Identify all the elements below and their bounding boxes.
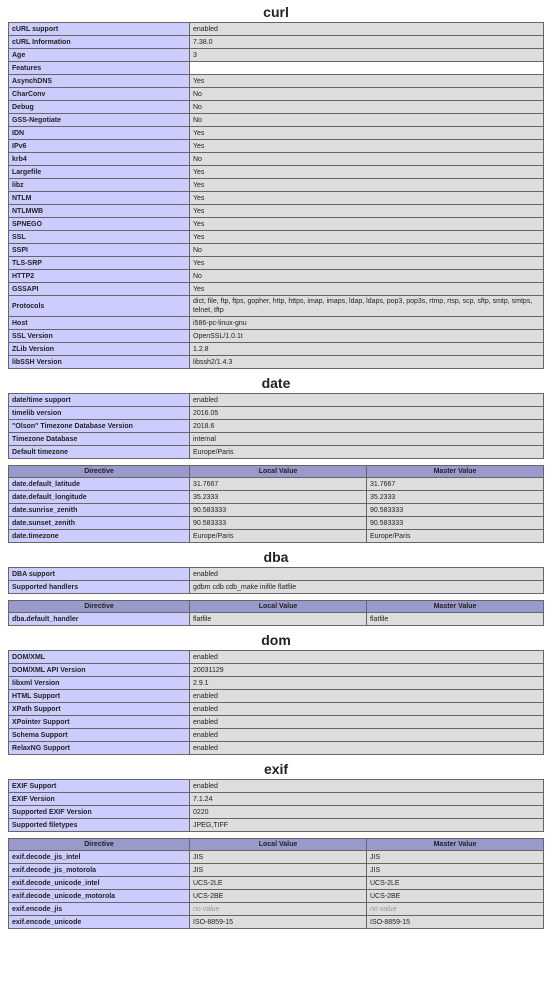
table-row: [9, 127, 544, 140]
row-label: cURL Information: [9, 36, 190, 49]
local-value: 90.583333: [190, 517, 367, 530]
master-value: JIS: [367, 864, 544, 877]
table-row: [9, 88, 544, 101]
table-row: [9, 703, 544, 716]
master-value: ISO-8859-15: [367, 916, 544, 929]
row-label: Default timezone: [9, 446, 190, 459]
table-row: [9, 23, 544, 36]
dba-info-table: [8, 567, 544, 594]
row-label: date.default_longitude: [9, 491, 190, 504]
row-label: exif.decode_unicode_motorola: [9, 890, 190, 903]
row-label: date.timezone: [9, 530, 190, 543]
master-value: 31.7667: [367, 478, 544, 491]
table-row: [9, 517, 544, 530]
row-value: 7.1.24: [190, 793, 544, 806]
row-label: timelib version: [9, 407, 190, 420]
table-row: [9, 677, 544, 690]
row-label: libxml Version: [9, 677, 190, 690]
row-label: exif.decode_jis_intel: [9, 851, 190, 864]
master-value: flatfile: [367, 613, 544, 626]
section-title-dom: dom: [261, 632, 291, 648]
table-row: [9, 446, 544, 459]
local-value: 31.7667: [190, 478, 367, 491]
column-header: Local Value: [190, 839, 367, 851]
table-row: [9, 851, 544, 864]
row-value: 7.38.0: [190, 36, 544, 49]
row-value: enabled: [190, 690, 544, 703]
local-value: UCS-2BE: [190, 890, 367, 903]
master-value: 35.2333: [367, 491, 544, 504]
row-value: No: [190, 153, 544, 166]
row-value: No: [190, 244, 544, 257]
date-directive-table: [8, 465, 544, 543]
row-value: gdbm cdb cdb_make inifile flatfile: [190, 581, 544, 594]
table-row: [9, 651, 544, 664]
row-value: enabled: [190, 703, 544, 716]
row-value: OpenSSL/1.0.1t: [190, 330, 544, 343]
table-header-row: [9, 601, 544, 613]
row-value: enabled: [190, 23, 544, 36]
row-label: date.sunset_zenith: [9, 517, 190, 530]
local-value: ISO-8859-15: [190, 916, 367, 929]
row-label: date/time support: [9, 394, 190, 407]
row-label: Schema Support: [9, 729, 190, 742]
row-value: Yes: [190, 231, 544, 244]
table-row: [9, 530, 544, 543]
master-value: UCS-2BE: [367, 890, 544, 903]
row-label: RelaxNG Support: [9, 742, 190, 755]
row-value: 3: [190, 49, 544, 62]
row-label: DOM/XML: [9, 651, 190, 664]
row-value: 1.2.8: [190, 343, 544, 356]
table-row: [9, 613, 544, 626]
row-value: libssh2/1.4.3: [190, 356, 544, 369]
row-label: Features: [9, 62, 190, 75]
local-value: UCS-2LE: [190, 877, 367, 890]
master-value: JIS: [367, 851, 544, 864]
row-value: enabled: [190, 716, 544, 729]
local-value: JIS: [190, 864, 367, 877]
table-row: [9, 270, 544, 283]
column-header: Directive: [9, 601, 190, 613]
row-value: No: [190, 270, 544, 283]
column-header: Master Value: [367, 466, 544, 478]
row-label: dba.default_handler: [9, 613, 190, 626]
row-value: Yes: [190, 218, 544, 231]
section-title-curl: curl: [263, 4, 289, 20]
table-header-row: [9, 839, 544, 851]
column-header: Master Value: [367, 839, 544, 851]
table-row: [9, 114, 544, 127]
table-row: [9, 504, 544, 517]
table-row: [9, 153, 544, 166]
row-label: EXIF Version: [9, 793, 190, 806]
row-label: exif.encode_unicode: [9, 916, 190, 929]
row-label: DBA support: [9, 568, 190, 581]
table-row: [9, 296, 544, 317]
exif-directive-table: [8, 838, 544, 929]
row-label: exif.decode_jis_motorola: [9, 864, 190, 877]
table-row: [9, 433, 544, 446]
row-label: Supported handlers: [9, 581, 190, 594]
master-value: 90.583333: [367, 504, 544, 517]
row-value: [190, 62, 544, 75]
column-header: Master Value: [367, 601, 544, 613]
row-label: XPath Support: [9, 703, 190, 716]
table-row: [9, 742, 544, 755]
table-row: [9, 356, 544, 369]
table-row: [9, 166, 544, 179]
row-label: IPv6: [9, 140, 190, 153]
column-header: Local Value: [190, 601, 367, 613]
table-row: [9, 581, 544, 594]
table-row: [9, 478, 544, 491]
row-label: exif.encode_jis: [9, 903, 190, 916]
row-label: exif.decode_unicode_intel: [9, 877, 190, 890]
row-label: date.sunrise_zenith: [9, 504, 190, 517]
table-row: [9, 568, 544, 581]
row-label: AsynchDNS: [9, 75, 190, 88]
row-label: TLS-SRP: [9, 257, 190, 270]
row-label: GSS-Negotiate: [9, 114, 190, 127]
table-row: [9, 491, 544, 504]
row-label: date.default_latitude: [9, 478, 190, 491]
row-value: No: [190, 114, 544, 127]
table-row: [9, 75, 544, 88]
row-value: 20031129: [190, 664, 544, 677]
table-row: [9, 62, 544, 75]
local-value: 35.2333: [190, 491, 367, 504]
row-label: NTLMWB: [9, 205, 190, 218]
date-info-table: [8, 393, 544, 459]
row-label: SPNEGO: [9, 218, 190, 231]
row-value: Yes: [190, 140, 544, 153]
row-label: DOM/XML API Version: [9, 664, 190, 677]
section-title-dba: dba: [263, 549, 289, 565]
table-row: [9, 283, 544, 296]
row-value: enabled: [190, 651, 544, 664]
row-label: NTLM: [9, 192, 190, 205]
row-label: ZLib Version: [9, 343, 190, 356]
row-label: SSL Version: [9, 330, 190, 343]
row-label: SSPI: [9, 244, 190, 257]
row-value: Yes: [190, 166, 544, 179]
row-value: JPEG,TIFF: [190, 819, 544, 832]
row-value: 2.9.1: [190, 677, 544, 690]
section-gap: [4, 929, 548, 933]
section-title-exif: exif: [263, 761, 289, 777]
row-label: GSSAPI: [9, 283, 190, 296]
row-label: Host: [9, 317, 190, 330]
row-value: i586-pc-linux-gnu: [190, 317, 544, 330]
table-row: [9, 49, 544, 62]
row-label: XPointer Support: [9, 716, 190, 729]
table-row: [9, 819, 544, 832]
row-value: Yes: [190, 257, 544, 270]
row-label: libz: [9, 179, 190, 192]
column-header: Directive: [9, 466, 190, 478]
row-value: Europe/Paris: [190, 446, 544, 459]
table-row: [9, 343, 544, 356]
table-row: [9, 716, 544, 729]
table-row: [9, 330, 544, 343]
row-label: EXIF Support: [9, 780, 190, 793]
row-value: Yes: [190, 75, 544, 88]
exif-info-table: [8, 779, 544, 832]
row-label: Supported EXIF Version: [9, 806, 190, 819]
table-header-row: [9, 466, 544, 478]
table-row: [9, 205, 544, 218]
dom-info-table: [8, 650, 544, 755]
row-label: IDN: [9, 127, 190, 140]
local-value: no value: [190, 903, 367, 916]
table-row: [9, 793, 544, 806]
table-row: [9, 257, 544, 270]
row-value: Yes: [190, 179, 544, 192]
table-row: [9, 179, 544, 192]
master-value: UCS-2LE: [367, 877, 544, 890]
table-row: [9, 394, 544, 407]
master-value: no value: [367, 903, 544, 916]
row-value: 2018.6: [190, 420, 544, 433]
table-row: [9, 664, 544, 677]
master-value: 90.583333: [367, 517, 544, 530]
row-value: enabled: [190, 780, 544, 793]
table-row: [9, 780, 544, 793]
row-value: 2016.05: [190, 407, 544, 420]
table-row: [9, 806, 544, 819]
row-label: krb4: [9, 153, 190, 166]
local-value: flatfile: [190, 613, 367, 626]
table-row: [9, 690, 544, 703]
master-value: Europe/Paris: [367, 530, 544, 543]
row-label: HTML Support: [9, 690, 190, 703]
row-value: Yes: [190, 192, 544, 205]
dba-directive-table: [8, 600, 544, 626]
row-label: cURL support: [9, 23, 190, 36]
table-row: [9, 407, 544, 420]
table-row: [9, 36, 544, 49]
row-label: Largefile: [9, 166, 190, 179]
section-title-date: date: [261, 375, 291, 391]
row-value: No: [190, 88, 544, 101]
column-header: Local Value: [190, 466, 367, 478]
table-row: [9, 890, 544, 903]
row-label: CharConv: [9, 88, 190, 101]
row-value: Yes: [190, 283, 544, 296]
table-row: [9, 916, 544, 929]
curl-info-table: [8, 22, 544, 369]
phpinfo-page: [4, 0, 548, 933]
row-label: "Olson" Timezone Database Version: [9, 420, 190, 433]
row-value: internal: [190, 433, 544, 446]
table-row: [9, 140, 544, 153]
column-header: Directive: [9, 839, 190, 851]
table-row: [9, 877, 544, 890]
row-value: dict, file, ftp, ftps, gopher, http, https, imap, imaps, ldap, ldaps, pop3, pop3s, rtmp, rtsp, scp, sftp, smtp, smtps, telnet, tftp: [190, 296, 544, 317]
table-row: [9, 864, 544, 877]
row-label: Protocols: [9, 296, 190, 317]
row-value: enabled: [190, 742, 544, 755]
row-label: SSL: [9, 231, 190, 244]
table-row: [9, 101, 544, 114]
row-label: Supported filetypes: [9, 819, 190, 832]
table-row: [9, 244, 544, 257]
local-value: 90.583333: [190, 504, 367, 517]
local-value: Europe/Paris: [190, 530, 367, 543]
row-label: Debug: [9, 101, 190, 114]
table-row: [9, 420, 544, 433]
local-value: JIS: [190, 851, 367, 864]
row-label: HTTP2: [9, 270, 190, 283]
table-row: [9, 903, 544, 916]
row-label: Age: [9, 49, 190, 62]
table-row: [9, 231, 544, 244]
table-row: [9, 317, 544, 330]
row-value: enabled: [190, 394, 544, 407]
table-row: [9, 729, 544, 742]
row-value: enabled: [190, 568, 544, 581]
table-row: [9, 192, 544, 205]
row-label: libSSH Version: [9, 356, 190, 369]
row-label: Timezone Database: [9, 433, 190, 446]
row-value: 0220: [190, 806, 544, 819]
row-value: No: [190, 101, 544, 114]
row-value: Yes: [190, 205, 544, 218]
row-value: Yes: [190, 127, 544, 140]
table-row: [9, 218, 544, 231]
row-value: enabled: [190, 729, 544, 742]
